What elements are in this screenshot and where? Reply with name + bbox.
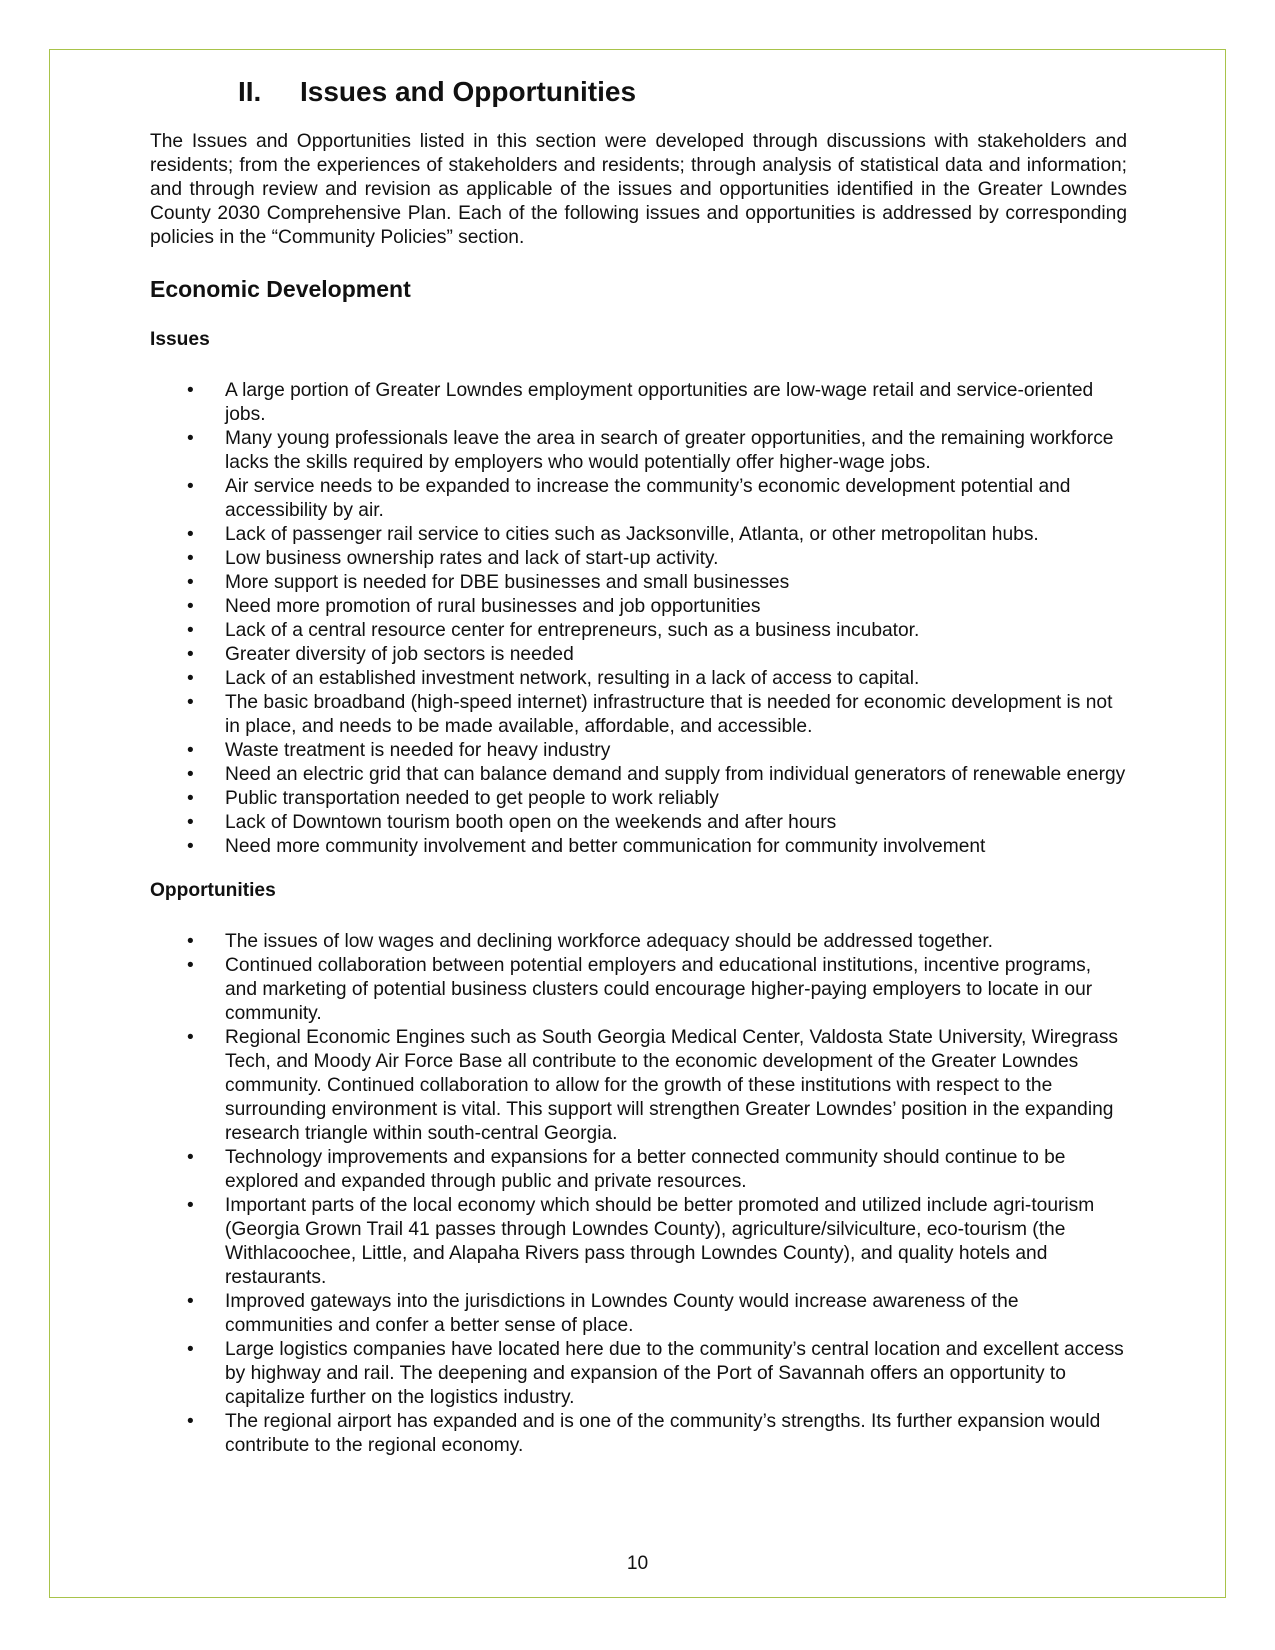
bullet-icon: • — [187, 572, 194, 593]
list-item — [150, 930, 1127, 954]
list-item-text: Large logistics companies have located here due to the community’s central location and excellent access by highway and rail. The deepening and expansion of the Port of Savannah offers an opportunity to capitalize further on the logistics industry. — [225, 1339, 1124, 1408]
list-item-text: Important parts of the local economy which should be better promoted and utilized include agri-tourism (Georgia Grown Trail 41 passes through Lowndes County), agriculture/silviculture, eco-tourism (the Withlacoochee, Little, and Alapaha Rivers pass through Lowndes County), and quality hotels and restaurants. — [225, 1195, 1095, 1288]
list-item — [150, 1026, 1127, 1146]
bullet-icon: • — [187, 596, 194, 617]
list-item-text: Public transportation needed to get people to work reliably — [225, 788, 719, 809]
bullet-icon: • — [187, 1411, 194, 1432]
bullet-icon: • — [187, 1291, 194, 1312]
list-item — [150, 619, 1127, 643]
list-item-text: Waste treatment is needed for heavy industry — [225, 740, 611, 761]
list-item — [150, 811, 1127, 835]
list-item-text: Lack of passenger rail service to cities such as Jacksonville, Atlanta, or other metropolitan hubs. — [225, 524, 1039, 545]
issues-list — [150, 379, 1127, 859]
document-body — [150, 72, 1127, 1458]
chapter-number: II. — [238, 76, 262, 107]
list-item-text: A large portion of Greater Lowndes employment opportunities are low-wage retail and service-oriented jobs. — [225, 380, 1094, 425]
list-item-text: Technology improvements and expansions for a better connected community should continue to be explored and expanded through public and private resources. — [225, 1147, 1066, 1192]
list-item — [150, 667, 1127, 691]
list-item-text: The regional airport has expanded and is one of the community’s strengths. Its further expansion would contribute to the regional economy. — [225, 1411, 1101, 1456]
list-item — [150, 475, 1127, 523]
bullet-icon: • — [187, 812, 194, 833]
list-item — [150, 954, 1127, 1026]
list-item-text: Air service needs to be expanded to increase the community’s economic development potential and accessibility by air. — [225, 476, 1071, 521]
bullet-icon: • — [187, 1027, 194, 1048]
list-item-text: Low business ownership rates and lack of start-up activity. — [225, 548, 719, 569]
list-item-text: The issues of low wages and declining workforce adequacy should be addressed together. — [225, 931, 993, 952]
bullet-icon: • — [187, 476, 194, 497]
list-item — [150, 427, 1127, 475]
opportunities-list — [150, 930, 1127, 1458]
list-item — [150, 1410, 1127, 1458]
bullet-icon: • — [187, 668, 194, 689]
page-number: 10 — [626, 1553, 649, 1574]
list-item-text: Improved gateways into the jurisdictions in Lowndes County would increase awareness of the communities and confer a better sense of place. — [225, 1291, 1019, 1336]
list-item-text: Need an electric grid that can balance demand and supply from individual generators of renewable energy — [225, 764, 1126, 785]
list-item-text: The basic broadband (high-speed internet) infrastructure that is needed for economic development is not in place, and needs to be made available, affordable, and accessible. — [225, 692, 1113, 737]
bullet-icon: • — [187, 836, 194, 857]
chapter-title — [150, 72, 1127, 112]
list-item — [150, 1146, 1127, 1194]
bullet-icon: • — [187, 380, 194, 401]
bullet-icon: • — [187, 740, 194, 761]
chapter-title-text: Issues and Opportunities — [300, 76, 637, 107]
list-item-text: Lack of a central resource center for entrepreneurs, such as a business incubator. — [225, 620, 920, 641]
issues-heading: Issues — [150, 329, 210, 350]
section-heading: Economic Development — [150, 276, 411, 302]
list-item-text: Need more promotion of rural businesses and job opportunities — [225, 596, 761, 617]
list-item-text: Lack of Downtown tourism booth open on the weekends and after hours — [225, 812, 837, 833]
list-item — [150, 1338, 1127, 1410]
list-item — [150, 1194, 1127, 1290]
bullet-icon: • — [187, 1339, 194, 1360]
bullet-icon: • — [187, 1195, 194, 1216]
bullet-icon: • — [187, 692, 194, 713]
list-item-text: Regional Economic Engines such as South Georgia Medical Center, Valdosta State University, Wiregrass Tech, and Moody Air Force Base all contribute to the economic development of the Greater Lowndes community. Continued collaboration to allow for the growth of these institutions with respect to the surrounding environment is vital. This support will strengthen Greater Lowndes’ position in the expanding research triangle within south-central Georgia. — [225, 1027, 1119, 1144]
list-item — [150, 379, 1127, 427]
bullet-icon: • — [187, 620, 194, 641]
list-item — [150, 835, 1127, 859]
bullet-icon: • — [187, 788, 194, 809]
list-item-text: Lack of an established investment network, resulting in a lack of access to capital. — [225, 668, 920, 689]
list-item — [150, 691, 1127, 739]
list-item-text: More support is needed for DBE businesses and small businesses — [225, 572, 790, 593]
intro-paragraph: The Issues and Opportunities listed in this section were developed through discussions with stakeholders and residents; from the experiences of stakeholders and residents; through analysis of statistical data and information; and through review and revision as applicable of the issues and opportunities identified in the Greater Lowndes County 2030 Comprehensive Plan. Each of the following issues and opportunities is addressed by corresponding policies in the “Community Policies” section. — [150, 131, 1127, 248]
bullet-icon: • — [187, 428, 194, 449]
list-item — [150, 787, 1127, 811]
list-item — [150, 571, 1127, 595]
list-item — [150, 547, 1127, 571]
bullet-icon: • — [187, 548, 194, 569]
list-item — [150, 739, 1127, 763]
bullet-icon: • — [187, 764, 194, 785]
list-item — [150, 523, 1127, 547]
bullet-icon: • — [187, 1147, 194, 1168]
list-item-text: Continued collaboration between potential employers and educational institutions, incentive programs, and marketing of potential business clusters could encourage higher-paying employers to locate in our community. — [225, 955, 1093, 1024]
list-item-text: Greater diversity of job sectors is needed — [225, 644, 574, 665]
list-item — [150, 595, 1127, 619]
opportunities-heading: Opportunities — [150, 880, 276, 901]
list-item-text: Many young professionals leave the area in search of greater opportunities, and the remaining workforce lacks the skills required by employers who would potentially offer higher-wage jobs. — [225, 428, 1114, 473]
bullet-icon: • — [187, 955, 194, 976]
bullet-icon: • — [187, 931, 194, 952]
list-item — [150, 763, 1127, 787]
list-item — [150, 1290, 1127, 1338]
bullet-icon: • — [187, 644, 194, 665]
list-item — [150, 643, 1127, 667]
bullet-icon: • — [187, 524, 194, 545]
list-item-text: Need more community involvement and better communication for community involvement — [225, 836, 986, 857]
